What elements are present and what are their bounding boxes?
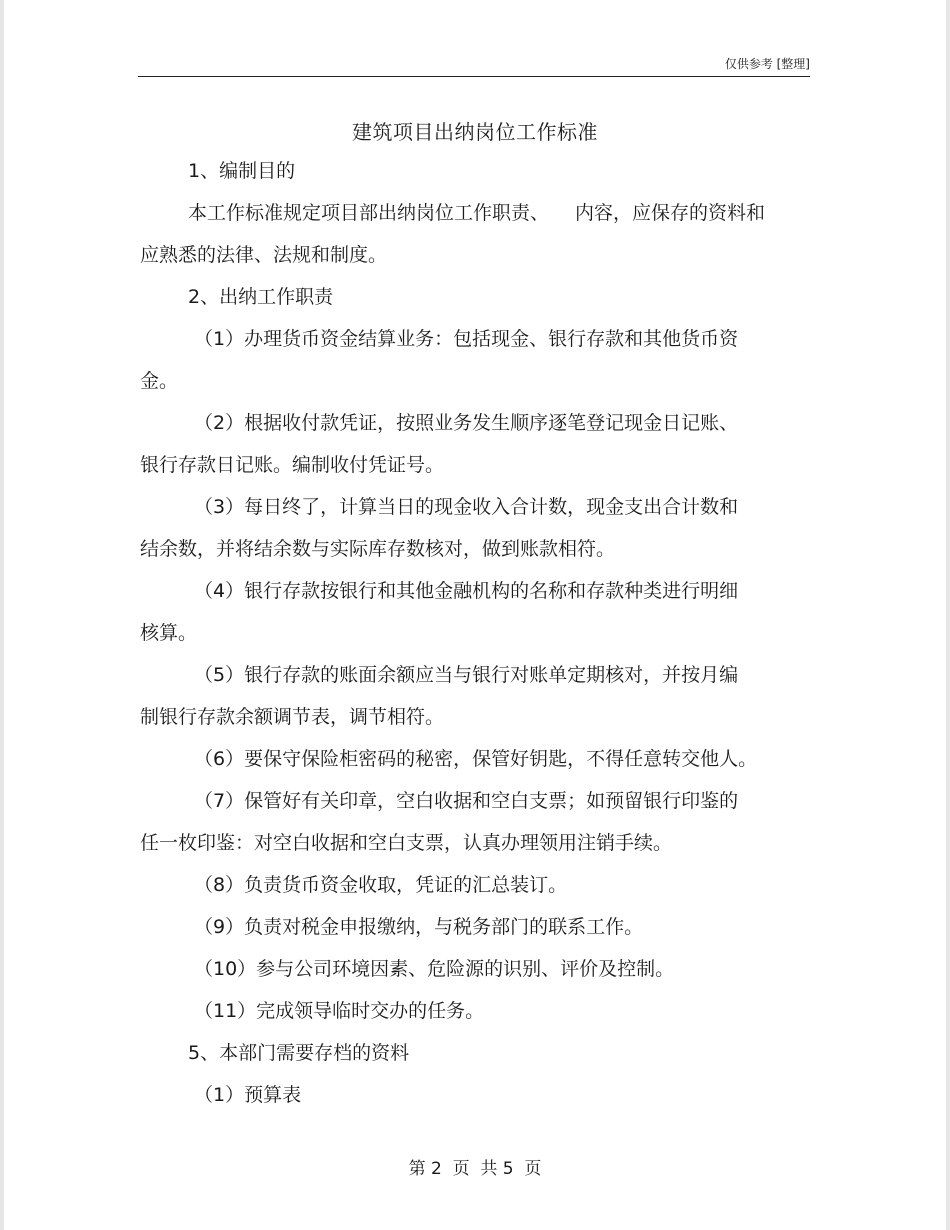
list-item-8: （8）负责货币资金收取，凭证的汇总装订。 [194,874,568,896]
paragraph-text: 内容，应保存的资料和 [575,202,766,224]
list-item-1: （1）办理货币资金结算业务：包括现金、银行存款和其他货币资 [194,328,739,350]
list-item-1-cont: 金。 [140,370,179,392]
archive-item-1: （1）预算表 [194,1084,302,1106]
paragraph-text: 本工作标准规定项目部出纳岗位工作职责、 [188,202,550,224]
document-title: 建筑项目出纳岗位工作标准 [352,120,598,144]
list-item-9: （9）负责对税金申报缴纳，与税务部门的联系工作。 [194,916,644,938]
list-item-4-cont: 核算。 [140,622,198,644]
document-body [140,150,810,1116]
list-item-4: （4）银行存款按银行和其他金融机构的名称和存款种类进行明细 [194,580,739,602]
list-item-7: （7）保管好有关印章，空白收据和空白支票；如预留银行印鉴的 [194,790,739,812]
list-item-2-cont: 银行存款日记账。编制收付凭证号。 [140,454,445,476]
header-note: 仅供参考 [整理] [724,57,810,71]
list-item-10: （10）参与公司环境因素、危险源的识别、评价及控制。 [194,958,675,980]
section-heading-5: 5、本部门需要存档的资料 [188,1042,410,1064]
section-heading-2: 2、出纳工作职责 [188,286,334,308]
page-right-edge [946,0,950,1230]
list-item-3-cont: 结余数，并将结余数与实际库存数核对，做到账款相符。 [140,538,616,560]
list-item-3: （3）每日终了，计算当日的现金收入合计数，现金支出合计数和 [194,496,739,518]
list-item-2: （2）根据收付款凭证，按照业务发生顺序逐笔登记现金日记账、 [194,412,739,434]
page-left-edge [0,0,4,1230]
list-item-5-cont: 制银行存款余额调节表，调节相符。 [140,706,445,728]
header-divider [138,76,810,77]
list-item-5: （5）银行存款的账面余额应当与银行对账单定期核对，并按月编 [194,664,739,686]
list-item-11: （11）完成领导临时交办的任务。 [194,1000,485,1022]
section-heading-1: 1、编制目的 [188,160,296,182]
list-item-7-cont: 任一枚印鉴：对空白收据和空白支票，认真办理领用注销手续。 [140,832,673,854]
page-number-footer: 第 2 页 共 5 页 [408,1159,542,1179]
paragraph-line [140,192,810,234]
paragraph-line: 应熟悉的法律、法规和制度。 [140,244,388,266]
list-item-6: （6）要保守保险柜密码的秘密，保管好钥匙，不得任意转交他人。 [194,748,758,770]
